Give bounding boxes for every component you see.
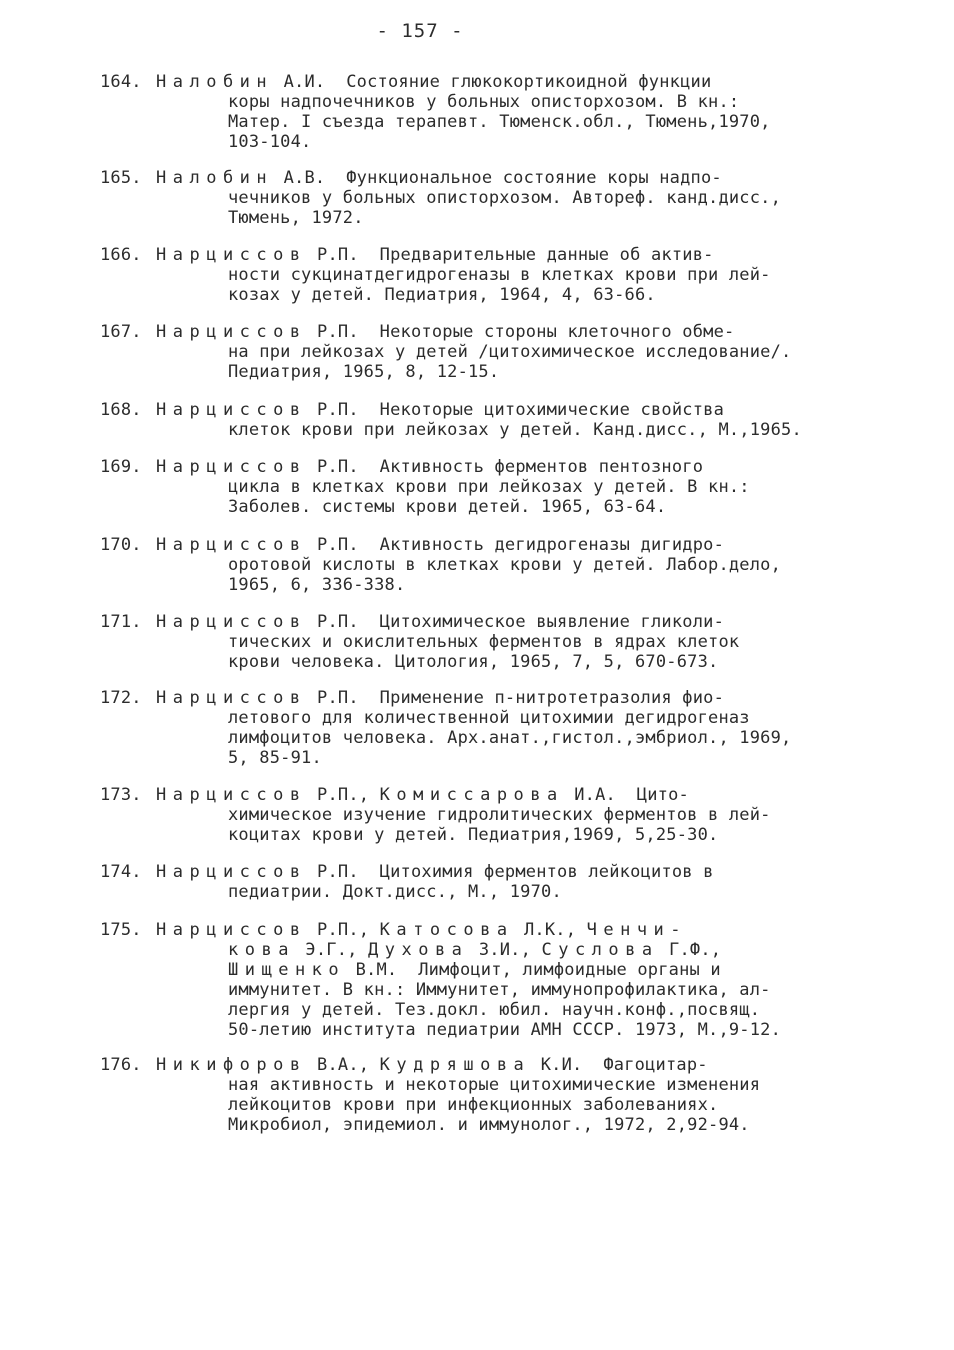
entry-first-line <box>100 688 890 708</box>
entry-first-line <box>100 457 890 477</box>
entry-number: 169. <box>100 457 142 477</box>
entry-first-line <box>100 785 890 805</box>
entry-line: чечников у больных описторхозом. Автореф. канд.дисс., <box>228 188 782 208</box>
author-name: Кудряшова <box>379 1055 531 1075</box>
entry-first-line <box>100 322 890 342</box>
entry-line: козах у детей. Педиатрия, 1964, 4, 63-66. <box>228 285 656 305</box>
entry-number: 165. <box>100 168 142 188</box>
entry-number: 175. <box>100 920 142 940</box>
author-name: Нарциссов <box>156 245 307 265</box>
entry-text: Л.К., <box>513 920 587 940</box>
entry-number: 170. <box>100 535 142 555</box>
entry-text: Э.Г., <box>294 940 368 960</box>
entry-line: химическое изучение гидролитических ферментов в лей- <box>228 805 771 825</box>
entry-line: на при лейкозах у детей /цитохимическое исследование/. <box>228 342 792 362</box>
entry-text: Р.П., <box>306 785 380 805</box>
entry-text: Г.Ф., <box>658 940 722 960</box>
bibliography-entry-175 <box>100 920 890 1040</box>
entry-line: Заболев. системы крови детей. 1965, 63-64. <box>228 497 667 517</box>
bibliography-entry-171 <box>100 612 890 672</box>
bibliography-entry-169 <box>100 457 890 517</box>
page-number: - 157 - <box>376 20 464 42</box>
author-name: Налобин <box>156 168 274 188</box>
entry-first-line <box>100 862 890 882</box>
entry-number: 166. <box>100 245 142 265</box>
entry-line: летового для количественной цитохимии дегидрогеназ <box>228 708 750 728</box>
entry-text: Р.П., <box>306 920 380 940</box>
entry-line: лергия у детей. Тез.докл. юбил. научн.конф.,посвящ. <box>228 1000 761 1020</box>
author-name: Нарциссов <box>156 322 307 342</box>
entry-line: лейкоцитов крови при инфекционных заболеваниях. <box>228 1095 719 1115</box>
entry-line: Микробиол, эпидемиол. и иммунолог., 1972, 2,92-94. <box>228 1115 750 1135</box>
author-name: Духова <box>368 940 469 960</box>
entry-number: 173. <box>100 785 142 805</box>
entry-first-line <box>100 400 890 420</box>
author-name: Комиссарова <box>379 785 564 805</box>
entry-line: оротовой кислоты в клетках крови у детей. Лабор.дело, <box>228 555 782 575</box>
entry-line: тических и окислительных ферментов в ядрах клеток <box>228 632 740 652</box>
entry-text: Р.П. Цитохимическое выявление гликоли- <box>306 612 725 632</box>
entry-line: цикла в клетках крови при лейкозах у детей. В кн.: <box>228 477 750 497</box>
entry-first-line <box>100 245 890 265</box>
entry-text: А.В. Функциональное состояние коры надпо- <box>273 168 722 188</box>
bibliography-entry-167 <box>100 322 890 382</box>
entry-number: 171. <box>100 612 142 632</box>
entry-text: Р.П. Цитохимия ферментов лейкоцитов в <box>306 862 714 882</box>
entry-number: 164. <box>100 72 142 92</box>
bibliography-entry-172 <box>100 688 890 768</box>
entry-line: иммунитет. В кн.: Иммунитет, иммунопрофилактика, ал- <box>228 980 771 1000</box>
entry-text: Р.П. Активность ферментов пентозного <box>306 457 704 477</box>
entry-line: педиатрии. Докт.дисс., М., 1970. <box>228 882 562 902</box>
entry-line <box>100 940 890 960</box>
entry-line: крови человека. Цитология, 1965, 7, 5, 670-673. <box>228 652 719 672</box>
author-name: Катосова <box>379 920 514 940</box>
entry-text: К.И. Фагоцитар- <box>530 1055 708 1075</box>
entry-text: Р.П. Активность дегидрогеназы дигидро- <box>306 535 725 555</box>
entry-line: Тюмень, 1972. <box>228 208 364 228</box>
entry-text: В.А., <box>306 1055 380 1075</box>
entry-text: Р.П. Некоторые цитохимические свойства <box>306 400 725 420</box>
entry-first-line <box>100 535 890 555</box>
author-name: Нарциссов <box>156 400 307 420</box>
author-name: Нарциссов <box>156 862 307 882</box>
author-name: Нарциссов <box>156 535 307 555</box>
entry-line <box>100 960 890 980</box>
entry-first-line <box>100 72 890 92</box>
entry-text: Р.П. Применение п-нитротетразолия фио- <box>306 688 725 708</box>
entry-line: 103-104. <box>228 132 312 152</box>
entry-text: В.М. Лимфоцит, лимфоидные органы и <box>345 960 721 980</box>
entry-line: ности сукцинатдегидрогеназы в клетках крови при лей- <box>228 265 771 285</box>
author-name: кова <box>228 940 295 960</box>
entry-line: коцитах крови у детей. Педиатрия,1969, 5,25-30. <box>228 825 719 845</box>
author-name: Налобин <box>156 72 274 92</box>
entry-line: клеток крови при лейкозах у детей. Канд.дисс., М.,1965. <box>228 420 802 440</box>
entry-number: 168. <box>100 400 142 420</box>
entry-text: Р.П. Предварительные данные об актив- <box>306 245 714 265</box>
entry-first-line <box>100 920 890 940</box>
entry-text: А.И. Состояние глюкокортикоидной функции <box>273 72 712 92</box>
bibliography-entry-164 <box>100 72 890 152</box>
author-name: Нарциссов <box>156 920 307 940</box>
author-name: Нарциссов <box>156 785 307 805</box>
entry-first-line <box>100 612 890 632</box>
author-name: Нарциссов <box>156 688 307 708</box>
entry-line: 50-летию института педиатрии АМН СССР. 1973, М.,9-12. <box>228 1020 782 1040</box>
entry-number: 174. <box>100 862 142 882</box>
entry-text: И.А. Цито- <box>563 785 689 805</box>
bibliography-entry-166 <box>100 245 890 305</box>
entry-first-line <box>100 1055 890 1075</box>
entry-text: З.И., <box>468 940 542 960</box>
entry-line: лимфоцитов человека. Арх.анат.,гистол.,эмбриол., 1969, <box>228 728 792 748</box>
entry-text: Р.П. Некоторые стороны клеточного обме- <box>306 322 735 342</box>
bibliography-entry-165 <box>100 168 890 228</box>
author-name: Суслова <box>541 940 659 960</box>
entry-line: коры надпочечников у больных описторхозом. В кн.: <box>228 92 740 112</box>
entry-number: 167. <box>100 322 142 342</box>
author-name: Нарциссов <box>156 457 307 477</box>
entry-first-line <box>100 168 890 188</box>
bibliography-entry-176 <box>100 1055 890 1135</box>
bibliography-entry-170 <box>100 535 890 595</box>
bibliography-entry-173 <box>100 785 890 845</box>
entry-number: 172. <box>100 688 142 708</box>
author-name: Нарциссов <box>156 612 307 632</box>
entry-number: 176. <box>100 1055 142 1075</box>
entry-line: Педиатрия, 1965, 8, 12-15. <box>228 362 500 382</box>
entry-line: 1965, 6, 336-338. <box>228 575 406 595</box>
entry-line: 5, 85-91. <box>228 748 322 768</box>
bibliography-entry-174 <box>100 862 890 902</box>
author-name: Шищенко <box>228 960 346 980</box>
entry-line: Матер. I съезда терапевт. Тюменск.обл., Тюмень,1970, <box>228 112 771 132</box>
bibliography-entry-168 <box>100 400 890 440</box>
author-name: Ченчи- <box>586 920 688 940</box>
entry-line: ная активность и некоторые цитохимические изменения <box>228 1075 761 1095</box>
author-name: Никифоров <box>156 1055 307 1075</box>
